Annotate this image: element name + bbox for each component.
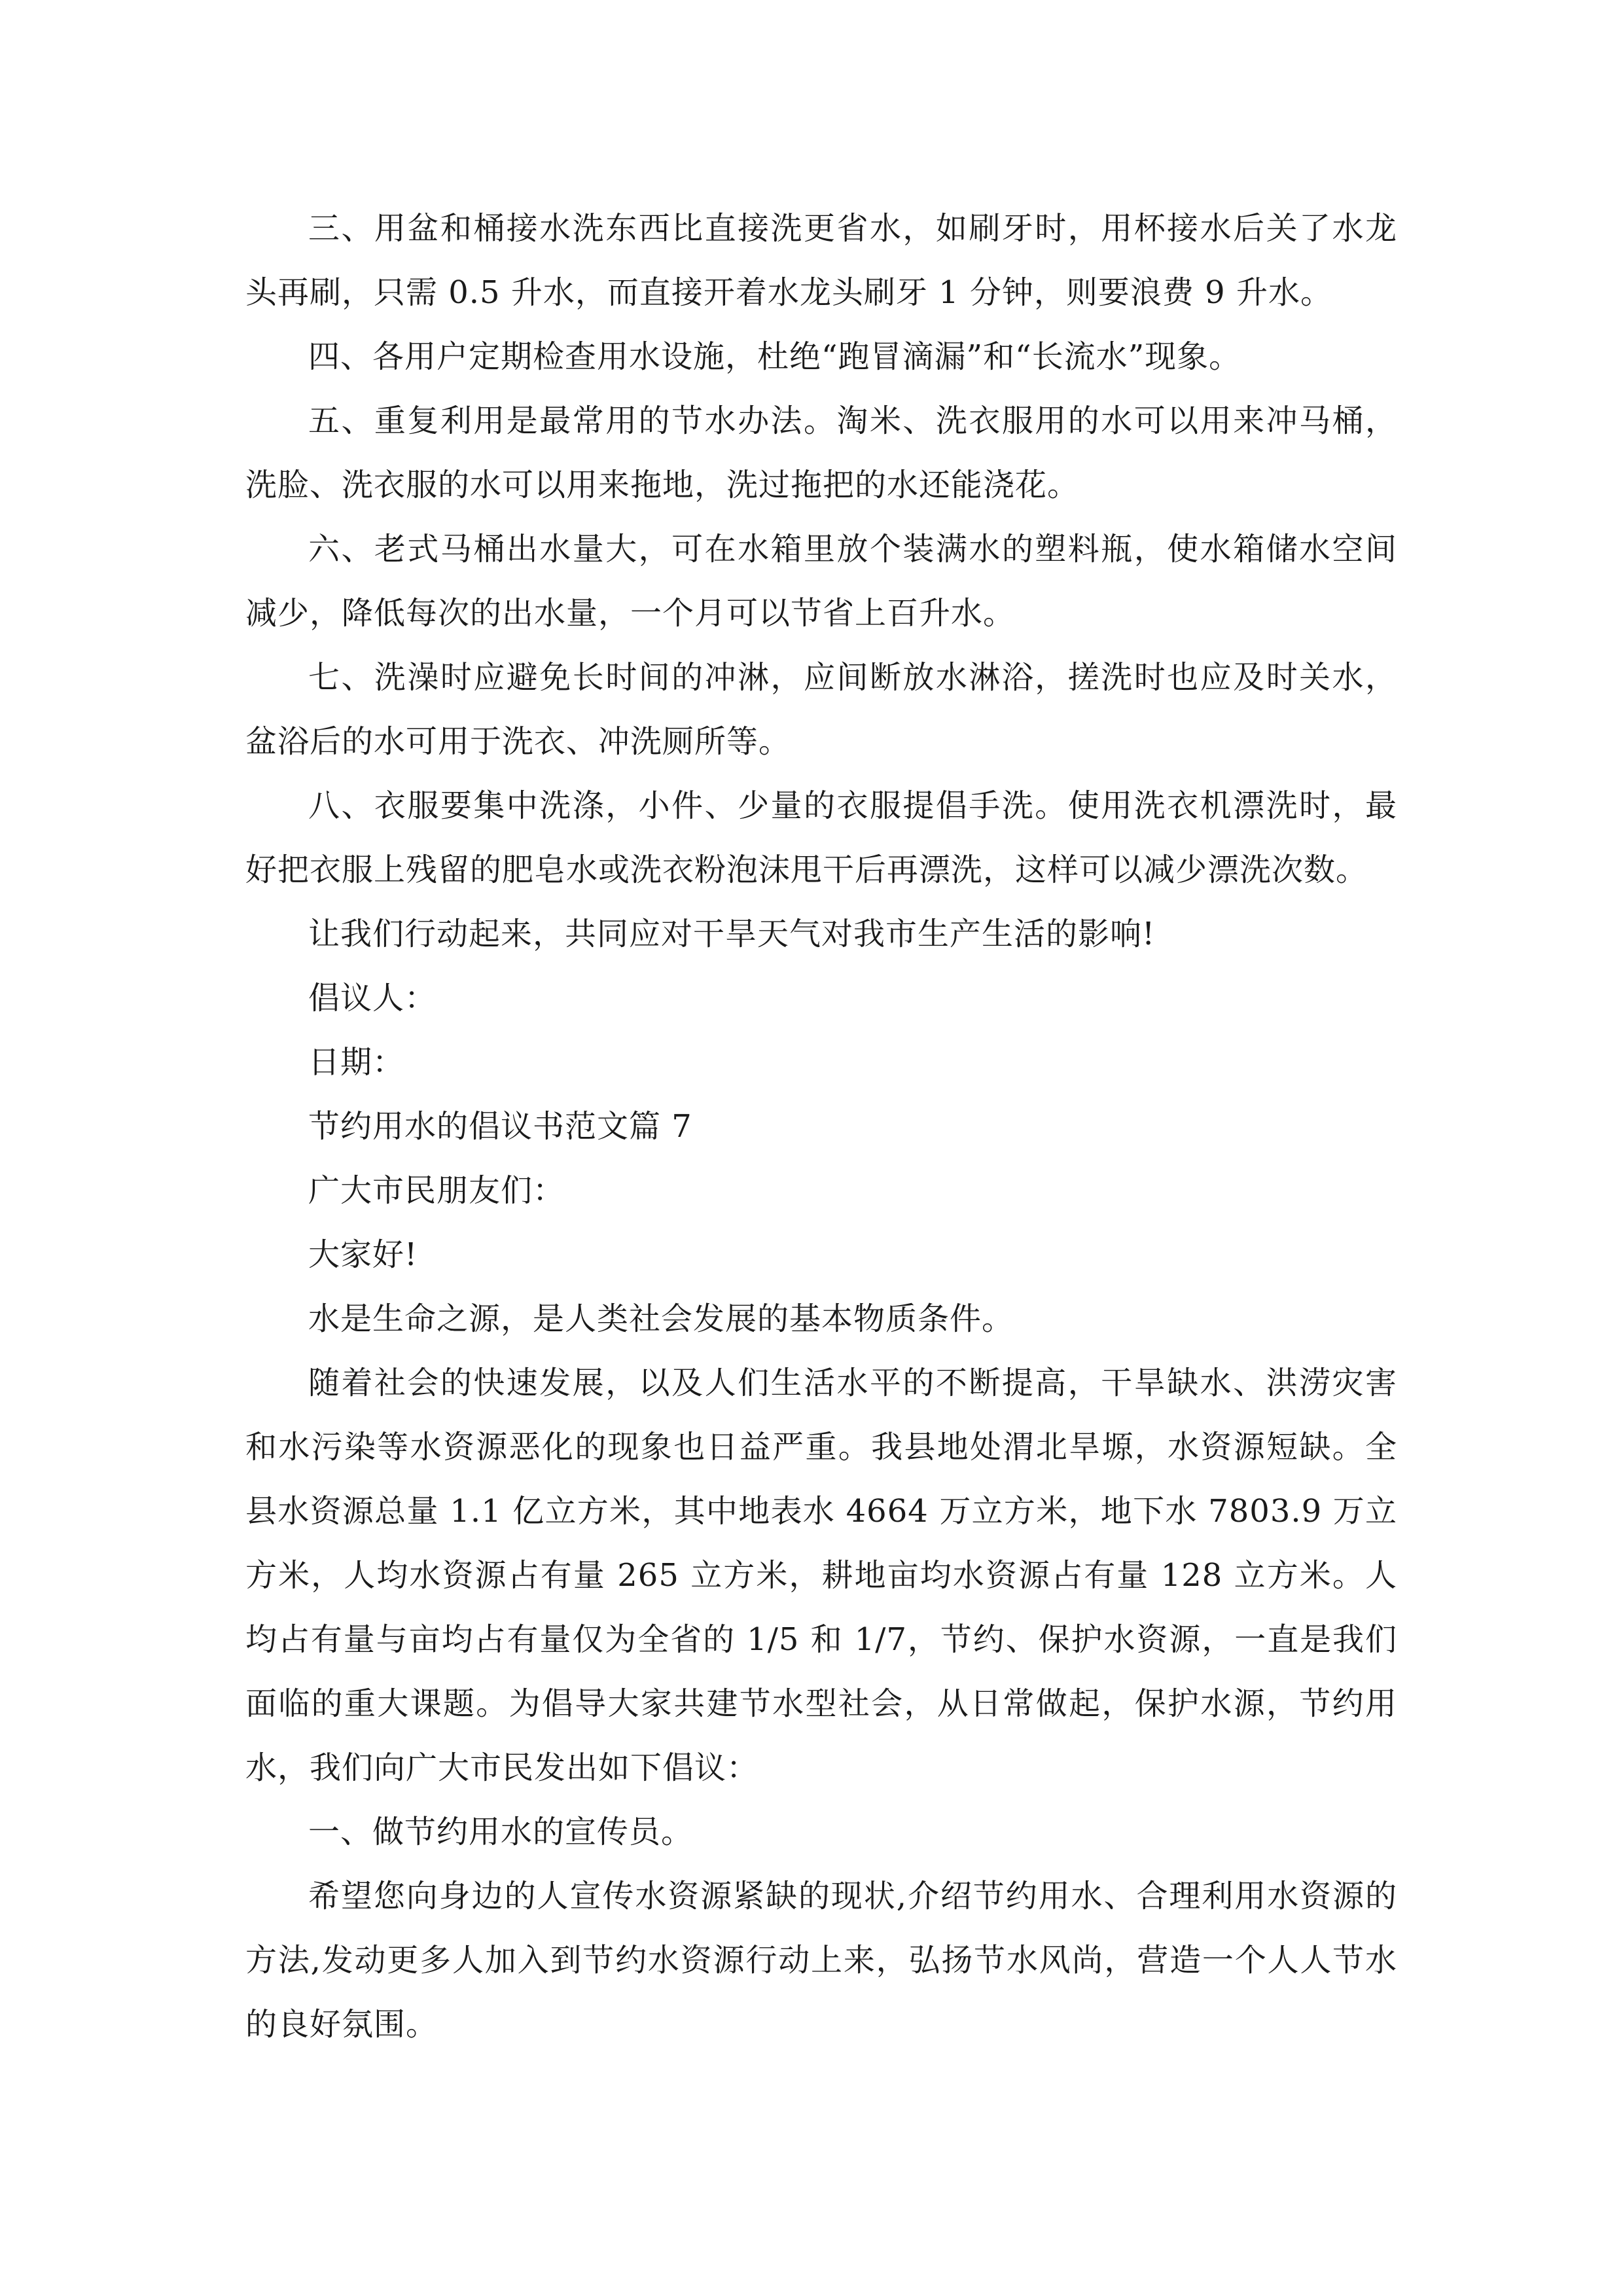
- document-body: [245, 196, 1397, 2056]
- initiator-label: 倡议人：: [308, 980, 437, 1016]
- section-title: 节约用水的倡议书范文篇 7: [308, 1108, 692, 1145]
- paragraph-item-8: 八、衣服要集中洗涤，小件、少量的衣服提倡手洗。使用洗衣机漂洗时，最好把衣服上残留的肥皂水或洗衣粉泡沫甩干后再漂洗，这样可以减少漂洗次数。: [245, 787, 1397, 888]
- paragraph-item-6: 六、老式马桶出水量大，可在水箱里放个装满水的塑料瓶，使水箱储水空间减少，降低每次的出水量，一个月可以节省上百升水。: [245, 531, 1397, 632]
- intro-sentence: 水是生命之源，是人类社会发展的基本物质条件。: [308, 1300, 1014, 1337]
- date-label: 日期：: [308, 1044, 405, 1081]
- paragraph-item-3: 三、用盆和桶接水洗东西比直接洗更省水，如刷牙时，用杯接水后关了水龙头再刷，只需 0.5 升水，而直接开着水龙头刷牙 1 分钟，则要浪费 9 升水。: [245, 210, 1397, 311]
- salutation: 广大市民朋友们：: [308, 1172, 565, 1209]
- paragraph-item-5: 五、重复利用是最常用的节水办法。淘米、洗衣服用的水可以用来冲马桶，洗脸、洗衣服的水可以用来拖地，洗过拖把的水还能浇花。: [245, 403, 1397, 503]
- proposal-item-1: 一、做节约用水的宣传员。: [308, 1814, 694, 1850]
- proposal-item-1-detail: 希望您向身边的人宣传水资源紧缺的现状,介绍节约用水、合理利用水资源的方法,发动更多人加入到节约水资源行动上来，弘扬节水风尚，营造一个人人节水的良好氛围。: [245, 1878, 1397, 2043]
- call-to-action: 让我们行动起来，共同应对干旱天气对我市生产生活的影响!: [308, 916, 1156, 952]
- paragraph-item-4: 四、各用户定期检查用水设施，杜绝“跑冒滴漏”和“长流水”现象。: [308, 338, 1241, 375]
- greeting: 大家好!: [308, 1236, 418, 1273]
- background-paragraph: 随着社会的快速发展，以及人们生活水平的不断提高，干旱缺水、洪涝灾害和水污染等水资源恶化的现象也日益严重。我县地处渭北旱塬，水资源短缺。全县水资源总量 1.1 亿立方米，其中地表水 4664 万立方米，地下水 7803.9 万立方米，人均水资源占有量 265 立方米，耕地亩均水资源占有量 128 立方米。人均占有量与亩均占有量仅为全省的 1/5 和 1/7，节约、保护水资源，一直是我们面临的重大课题。为倡导大家共建节水型社会，从日常做起，保护水源，节约用水，我们向广大市民发出如下倡议：: [245, 1365, 1397, 1786]
- paragraph-item-7: 七、洗澡时应避免长时间的冲淋，应间断放水淋浴，搓洗时也应及时关水，盆浴后的水可用于洗衣、冲洗厕所等。: [245, 659, 1397, 760]
